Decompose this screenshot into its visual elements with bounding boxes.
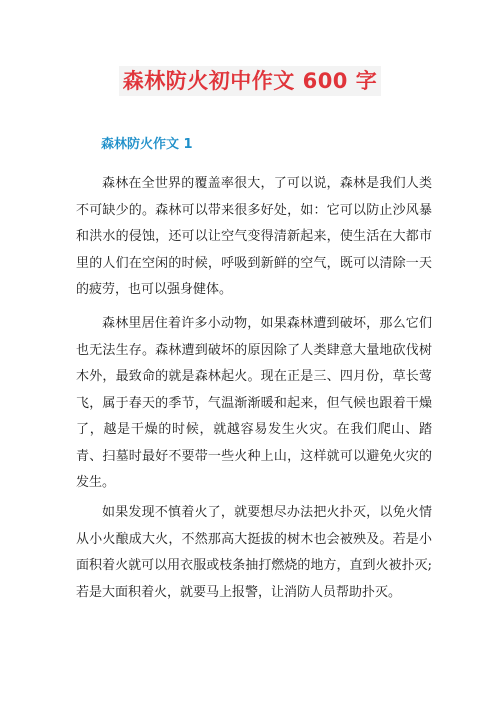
paragraph-3: 如果发现不慎着火了，就要想尽办法把火扑灭，以免火情从小火酿成大火，不然那高大挺拔的树木也会被殃及。若是小面积着火就可以用衣服或枝条抽打燃烧的地方，直到火被扑灭;若是大面积着火，就要马上报警，让消防人员帮助扑灭。 bbox=[76, 505, 432, 600]
section-heading: 森林防火作文 1 bbox=[101, 137, 193, 152]
paragraph-1: 森林在全世界的覆盖率很大，了可以说，森林是我们人类不可缺少的。森林可以带来很多好处，如：它可以防止沙风暴和洪水的侵蚀，还可以让空气变得清新起来，使生活在大都市里的人们在空闲的时候，呼吸到新鲜的空气，既可以清除一天的疲劳，也可以强身健体。 bbox=[76, 176, 432, 297]
paragraph-2: 森林里居住着许多小动物，如果森林遭到破坏，那么它们也无法生存。森林遭到破坏的原因除了人类肆意大量地砍伐树木外，最致命的就是森林起火。现在正是三、四月份，草长莺飞，属于春天的季节，气温渐渐暖和起来，但气候也跟着干燥了，越是干燥的时候，就越容易发生火灾。在我们爬山、踏青、扫墓时最好不要带一些火种上山，这样就可以避免火灾的发生。 bbox=[76, 316, 432, 490]
title-container bbox=[0, 66, 500, 96]
document-title: 森林防火初中作文 600 字 bbox=[119, 66, 381, 96]
